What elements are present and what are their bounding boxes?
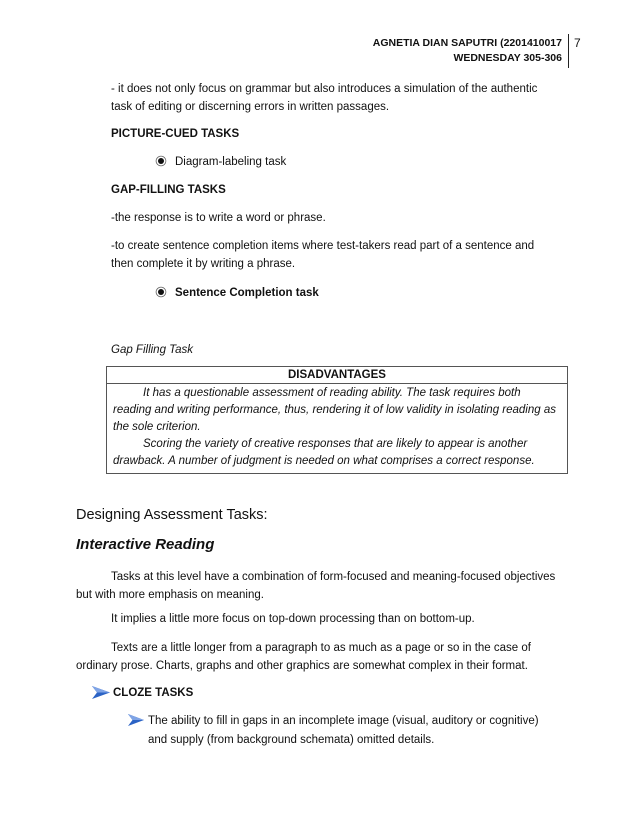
gap-filling-line-1: -the response is to write a word or phrase. [111,212,326,224]
picture-cued-bullet: Diagram-labeling task [175,156,287,168]
gap-filling-line-2a: -to create sentence completion items where test-takers read part of a sentence and [111,240,535,252]
cloze-sub-b: and supply (from background schemata) omitted details. [148,734,435,746]
picture-cued-heading: PICTURE-CUED TASKS [111,128,240,140]
table-paragraph-1: It has a questionable assessment of reading ability. The task requires both reading and writing performance, thus, rendering it of low validity in isolating reading as the sole criterion. [113,387,556,433]
header-divider [568,34,569,68]
cloze-heading: CLOZE TASKS [113,687,194,699]
header-author: AGNETIA DIAN SAPUTRI (2201410017 [372,37,562,49]
round-bullet-icon [158,289,164,295]
table-header: DISADVANTAGES [107,367,568,384]
section-p3b: ordinary prose. Charts, graphs and other graphics are somewhat complex in their format. [76,660,528,672]
section-subtitle: Interactive Reading [76,536,215,553]
arrow-bullet-icon [128,714,144,726]
intro-line-1: - it does not only focus on grammar but also introduces a simulation of the authentic [111,83,538,95]
round-bullet-icon [158,158,164,164]
header-block [373,36,562,66]
header-class: WEDNESDAY 305-306 [453,52,562,64]
gap-filling-caption: Gap Filling Task [111,344,194,356]
gap-filling-bullet: Sentence Completion task [175,287,319,299]
gap-filling-line-2b: then complete it by writing a phrase. [111,258,296,270]
page-number: 7 [574,36,581,50]
section-p3a: Texts are a little longer from a paragraph to as much as a page or so in the case of [111,642,531,654]
section-p2: It implies a little more focus on top-down processing than on bottom-up. [111,613,475,625]
arrow-bullet-icon [92,686,110,699]
table-body [107,384,568,474]
cloze-sub-a: The ability to fill in gaps in an incomplete image (visual, auditory or cognitive) [148,715,539,727]
disadvantages-table [106,366,568,474]
intro-line-2: task of editing or discerning errors in written passages. [111,101,390,113]
section-p1b: but with more emphasis on meaning. [76,589,264,601]
gap-filling-heading: GAP-FILLING TASKS [111,184,226,196]
section-p1a: Tasks at this level have a combination of form-focused and meaning-focused objectives [111,571,556,583]
table-paragraph-2: Scoring the variety of creative responses that are likely to appear is another drawback. A number of judgment is needed on what comprises a correct response. [113,438,535,467]
section-title: Designing Assessment Tasks: [76,507,268,523]
